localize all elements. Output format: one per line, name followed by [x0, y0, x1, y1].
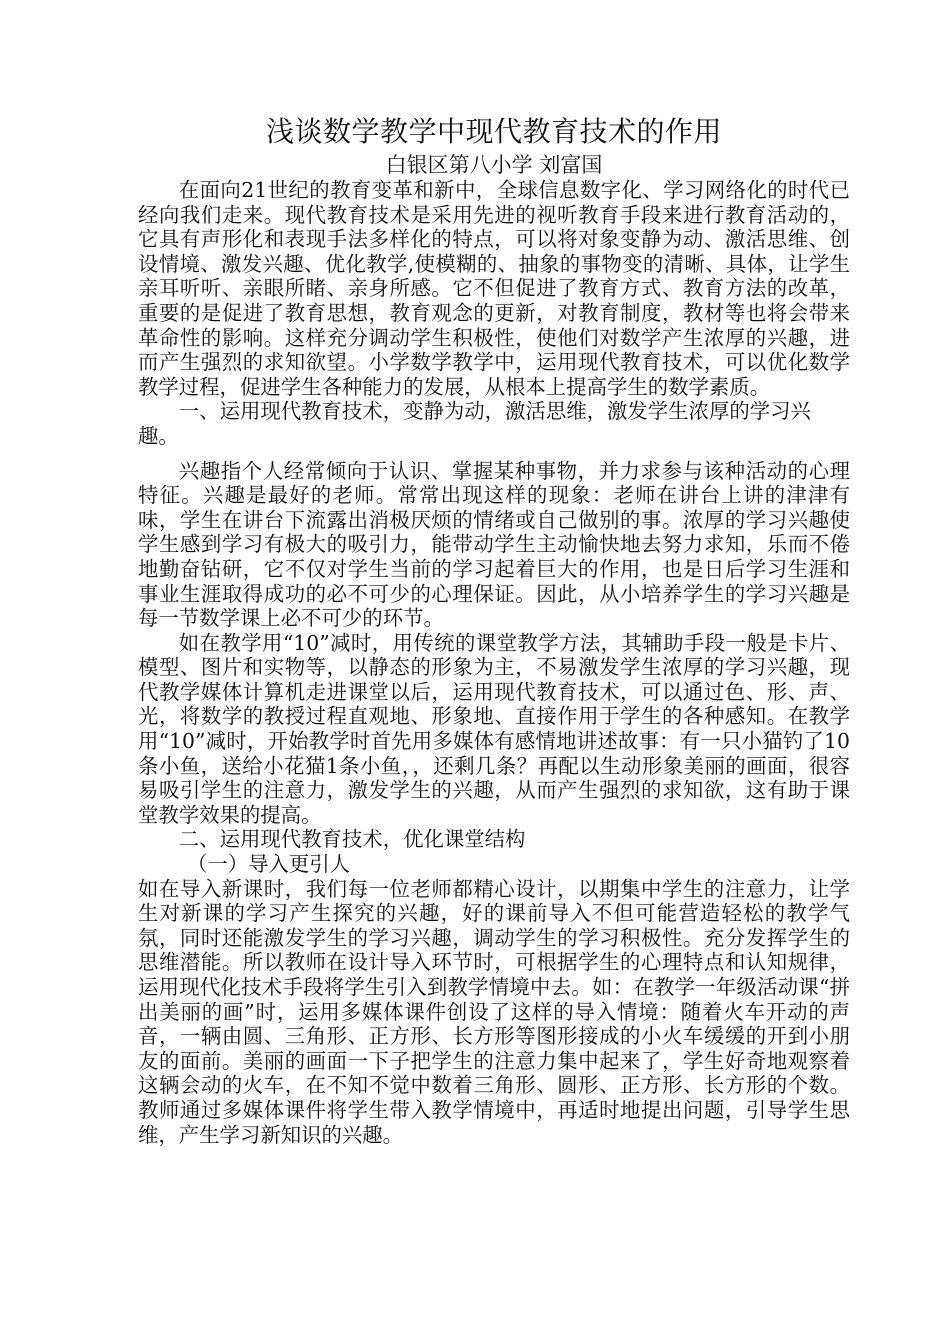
document-page [138, 112, 850, 1147]
interest-paragraph: 兴趣指个人经常倾向于认识、掌握某种事物，并力求参与该种活动的心理特征。兴趣是最好的老师。常常出现这样的现象：老师在讲台上讲的津津有味，学生在讲台下流露出消极厌烦的情绪或自己做别的事。浓厚的学习兴趣使学生感到学习有极大的吸引力，能带动学生主动愉快地去努力求知，乐而不倦地勤奋钻研，它不仅对学生当前的学习起着巨大的作用，也是日后学习生涯和事业生涯取得成功的必不可少的心理保证。因此，从小培养学生的学习兴趣是每一节数学课上必不可少的环节。 [138, 458, 850, 631]
intro-paragraph: 在面向21世纪的教育变革和新中，全球信息数字化、学习网络化的时代已经向我们走来。现代教育技术是采用先进的视听教育手段来进行教育活动的，它具有声形化和表现手法多样化的特点，可以将对象变静为动、激活思维、创设情境、激发兴趣、优化教学,使模糊的、抽象的事物变的清晰、具体，让学生亲耳听听、亲眼所睹、亲身所感。它不但促进了教育方式、教育方法的改革，重要的是促进了教育思想，教育观念的更新，对教育制度，教材等也将会带来革命性的影响。这样充分调动学生积极性，使他们对数学产生浓厚的兴趣，进而产生强烈的求知欲望。小学数学教学中，运用现代教育技术，可以优化数学教学过程，促进学生各种能力的发展，从根本上提高学生的数学素质。 [138, 178, 850, 399]
lead-in-paragraph: 如在导入新课时，我们每一位老师都精心设计，以期集中学生的注意力，让学生对新课的学习产生探究的兴趣，好的课前导入不但可能营造轻松的教学气氛，同时还能激发学生的学习兴趣，调动学生的学习积极性。充分发挥学生的思维潜能。所以教师在设计导入环节时，可根据学生的心理特点和认知规律，运用现代化技术手段将学生引入到教学情境中去。如：在教学一年级活动课“拼出美丽的画”时，运用多媒体课件创设了这样的导入情境：随着火车开动的声音，一辆由圆、三角形、正方形、长方形等图形接成的小火车缓缓的开到小朋友的面前。美丽的画面一下子把学生的注意力集中起来了，学生好奇地观察着这辆会动的火车，在不知不觉中数着三角形、圆形、正方形、长方形的个数。教师通过多媒体课件将学生带入教学情境中，再适时地提出问题，引导学生思维，产生学习新知识的兴趣。 [138, 876, 850, 1147]
author-line: 白银区第八小学 刘富国 [385, 153, 603, 177]
example-paragraph: 如在教学用“10”减时，用传统的课堂教学方法，其辅助手段一般是卡片、模型、图片和实物等，以静态的形象为主，不易激发学生浓厚的学习兴趣，现代教学媒体计算机走进课堂以后，运用现代教育技术，可以通过色、形、声、光，将数学的教授过程直观地、形象地、直接作用于学生的各种感知。在教学用“10”减时，开始教学时首先用多媒体有感情地讲述故事：有一只小猫钓了10条小鱼，送给小花猫1条小鱼，，还剩几条？再配以生动形象美丽的画面，很容易吸引学生的注意力，激发学生的兴趣，从而产生强烈的求知欲，这有助于课堂教学效果的提高。 [138, 630, 850, 827]
section-2-heading: 二、运用现代教育技术，优化课堂结构 [178, 827, 526, 852]
document-title: 浅谈数学教学中现代教育技术的作用 [265, 115, 722, 148]
subsection-1-heading: （一）导入更引人 [186, 852, 351, 877]
section-1-heading: 一、运用现代教育技术，变静为动，激活思维，激发学生浓厚的学习兴趣。 [138, 399, 811, 448]
